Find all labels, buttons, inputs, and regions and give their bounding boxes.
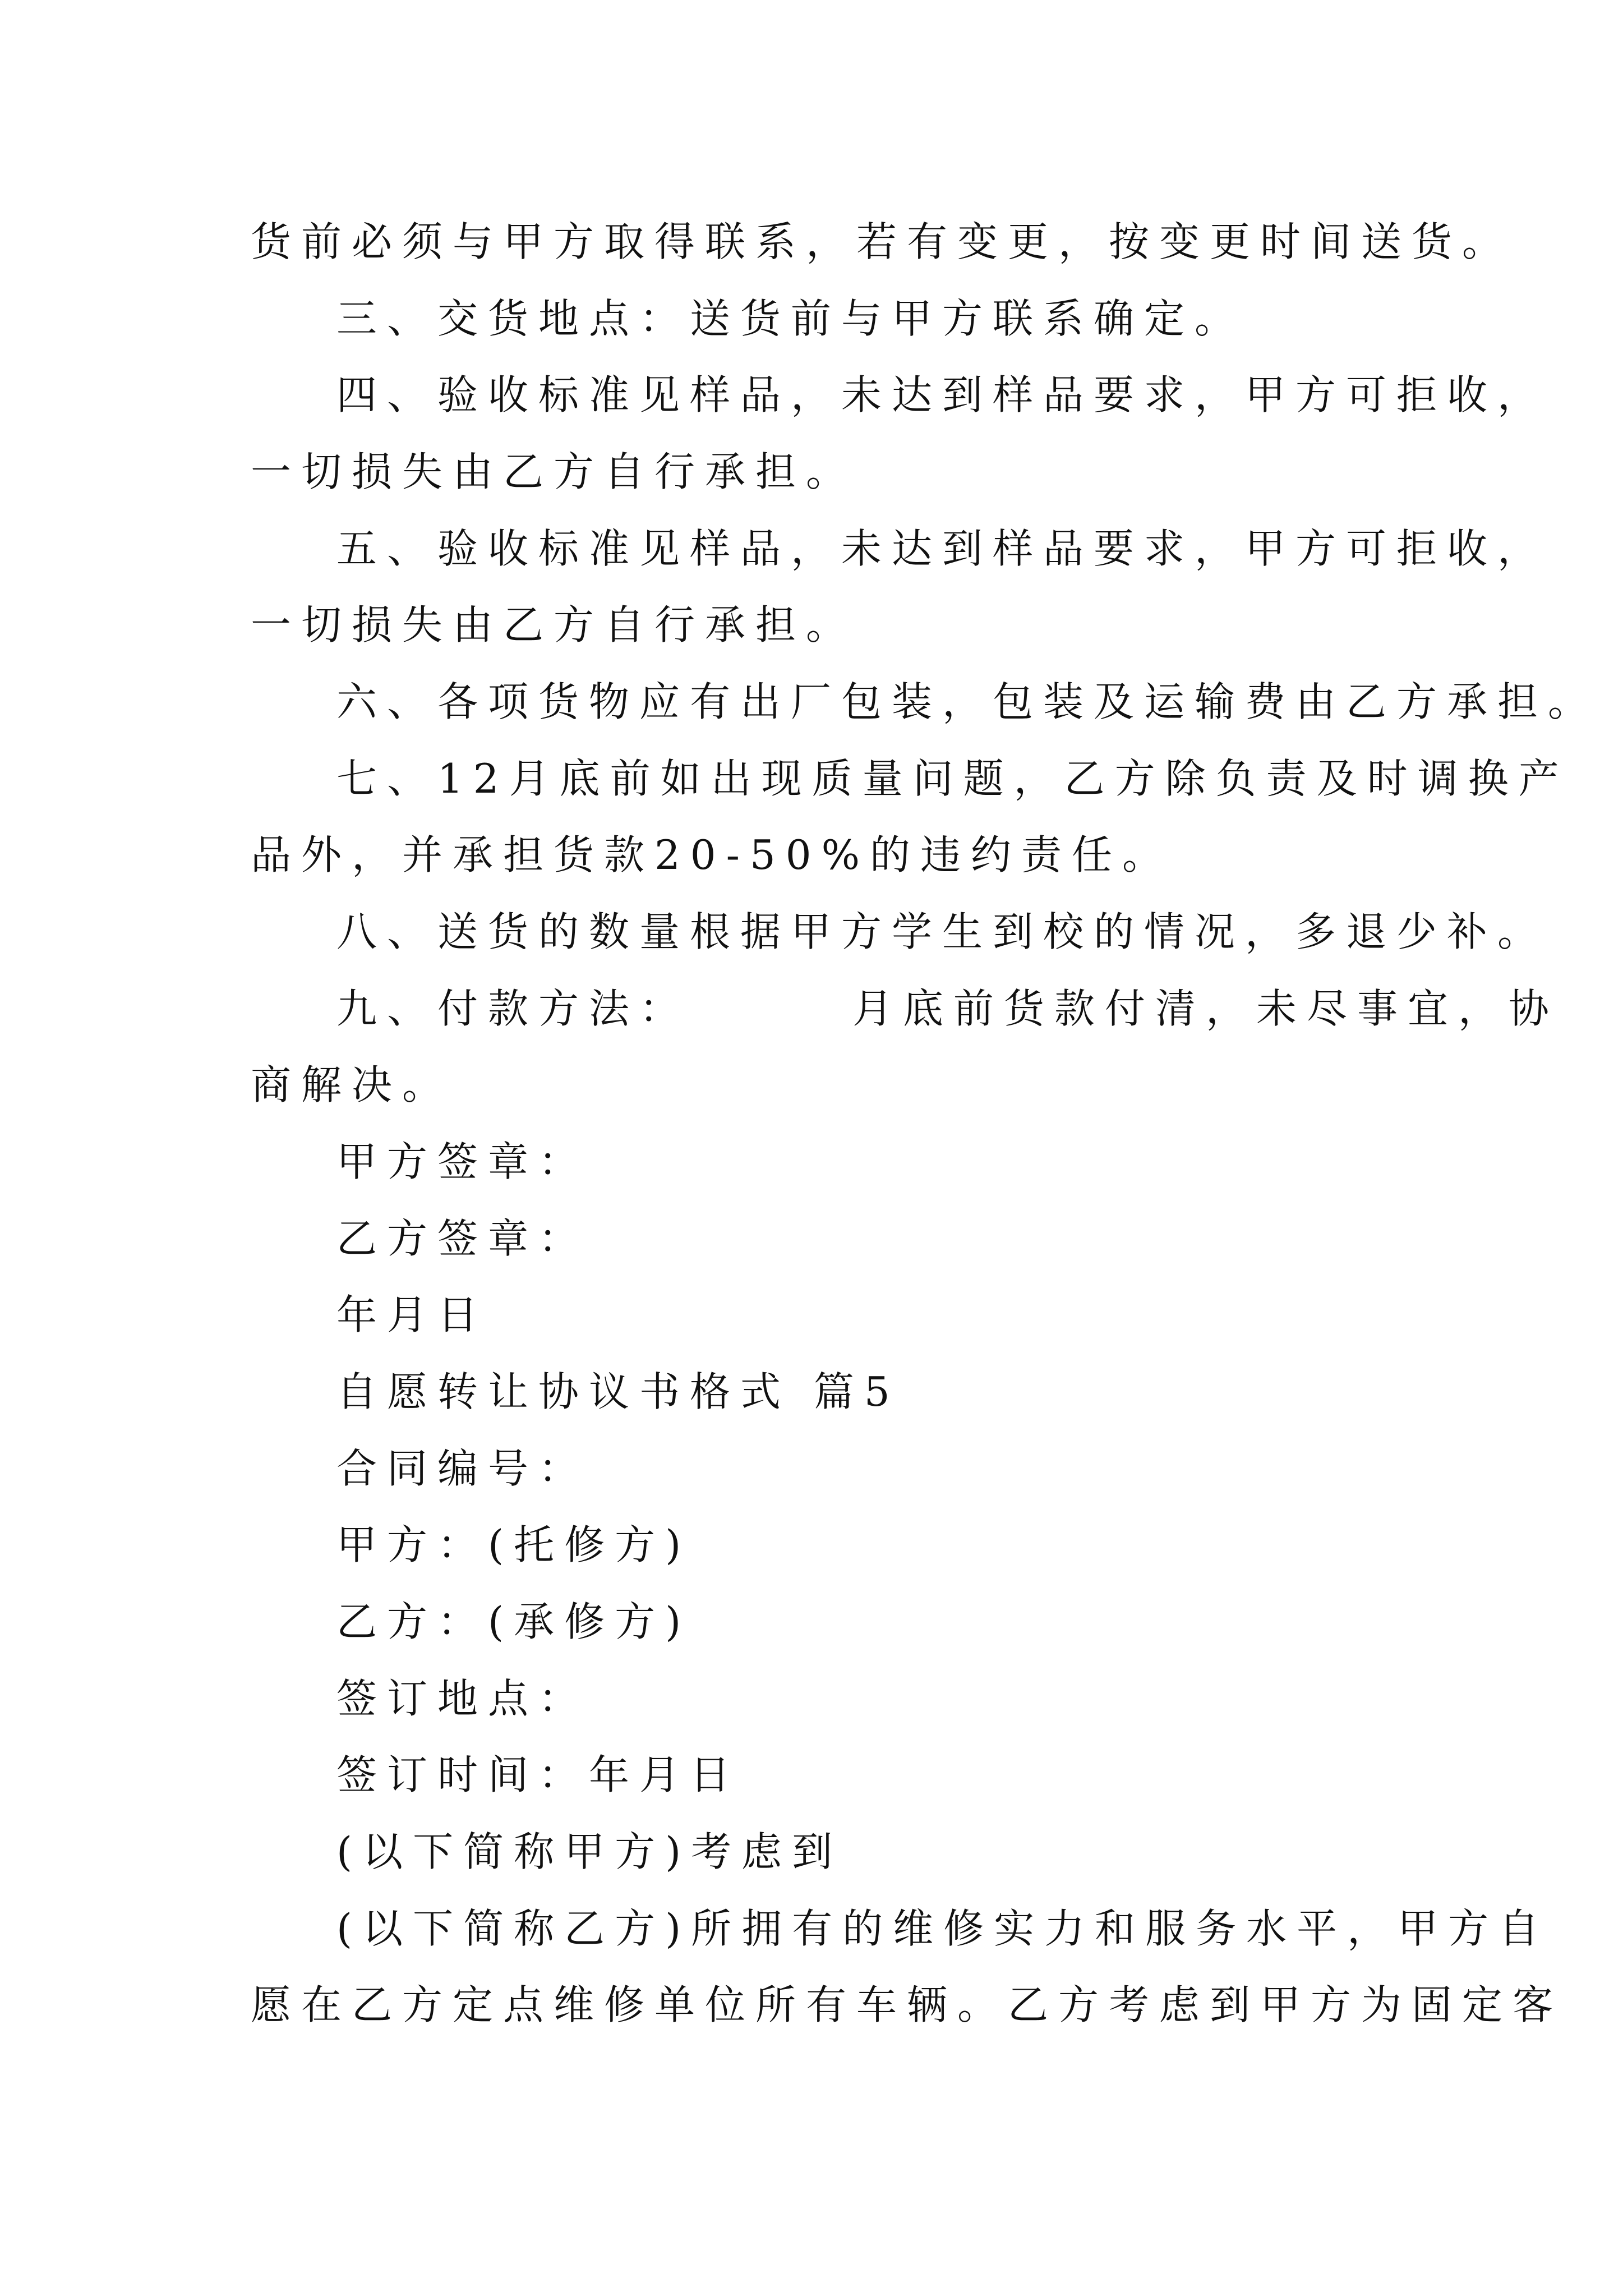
clause-9	[336, 985, 1560, 1032]
preamble-1: (以下简称甲方)考虑到	[336, 1828, 843, 1875]
preamble-3: 愿在乙方定点维修单位所有车辆。乙方考虑到甲方为固定客	[251, 1981, 1564, 2028]
signing-place: 签订地点：	[336, 1675, 589, 1722]
preamble-2: (以下简称乙方)所拥有的维修实力和服务水平，甲方自	[336, 1905, 1550, 1952]
clause-7-cont: 品外，并承担货款20-50%的违约责任。	[251, 831, 1173, 878]
clause-4-cont: 一切损失由乙方自行承担。	[251, 448, 857, 495]
party-b: 乙方：(承修方)	[336, 1598, 691, 1645]
clause-7: 七、12月底前如出现质量问题，乙方除负责及时调换产	[336, 755, 1569, 802]
signing-time: 签订时间：年月日	[336, 1751, 741, 1798]
clause-5-cont: 一切损失由乙方自行承担。	[251, 601, 857, 648]
party-a: 甲方：(托修方)	[336, 1521, 691, 1568]
clause-9-text: 月底前货款付清，未尽事宜，协	[852, 985, 1560, 1032]
clause-4: 四、验收标准见样品，未达到样品要求，甲方可拒收，	[336, 371, 1548, 418]
clause-5: 五、验收标准见样品，未达到样品要求，甲方可拒收，	[336, 525, 1548, 572]
section-title: 自愿转让协议书格式 篇5	[336, 1368, 900, 1415]
text-line-1: 货前必须与甲方取得联系，若有变更，按变更时间送货。	[251, 218, 1513, 265]
clause-6: 六、各项货物应有出厂包装，包装及运输费由乙方承担。	[336, 678, 1599, 725]
clause-8: 八、送货的数量根据甲方学生到校的情况，多退少补。	[336, 908, 1548, 955]
party-a-signature: 甲方签章：	[336, 1138, 589, 1185]
date-line: 年月日	[336, 1291, 488, 1338]
clause-9-cont: 商解决。	[251, 1061, 453, 1108]
contract-number: 合同编号：	[336, 1445, 589, 1492]
clause-9-label: 九、付款方法：	[336, 985, 690, 1032]
party-b-signature: 乙方签章：	[336, 1215, 589, 1262]
clause-3: 三、交货地点：送货前与甲方联系确定。	[336, 295, 1246, 342]
